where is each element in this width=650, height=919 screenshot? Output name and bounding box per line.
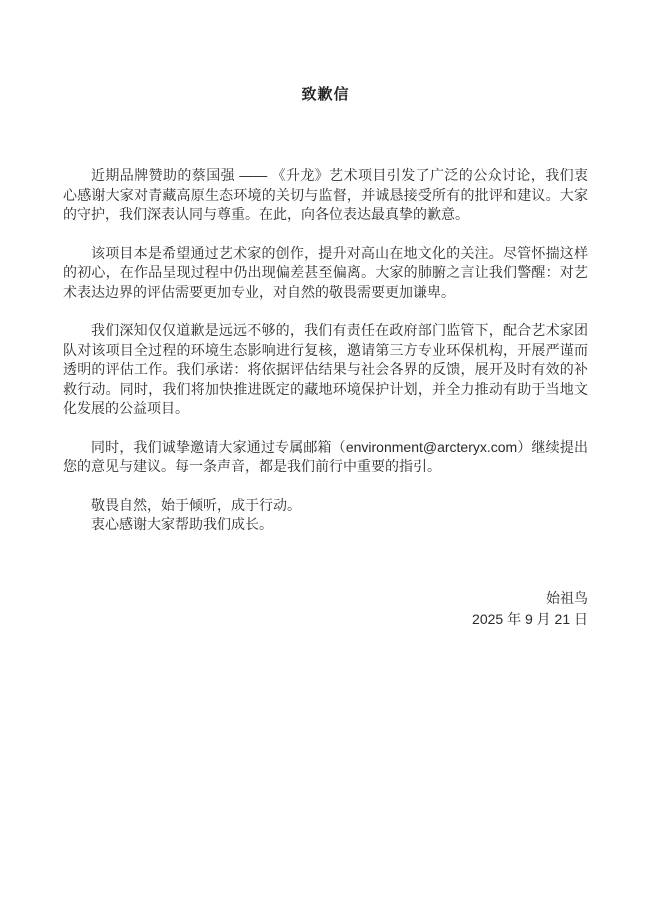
paragraph-remediation-commitment: 我们深知仅仅道歉是远远不够的，我们有责任在政府部门监管下，配合艺术家团队对该项目全过程的环境生态影响进行复核，邀请第三方专业环保机构，开展严谨而透明的评估工作。我们承诺：将依据评估结果与社会各界的反馈，展开及时有效的补救行动。同时，我们将加快推进既定的藏地环境保护计划，并全力推动有助于当地文化发展的公益项目。 bbox=[63, 322, 588, 416]
paragraph-feedback-email: 同时，我们诚挚邀请大家通过专属邮箱（environment@arcteryx.com）继续提出您的意见与建议。每一条声音，都是我们前行中重要的指引。 bbox=[63, 438, 588, 474]
closing-line-thanks: 衷心感谢大家帮助我们成长。 bbox=[91, 516, 273, 532]
paragraph-intro-apology: 近期品牌赞助的蔡国强 —— 《升龙》艺术项目引发了广泛的公众讨论，我们衷心感谢大家对青藏高原生态环境的关切与监督，并诚恳接受所有的批评和建议。大家的守护，我们深表认同与尊重。在此，向各位表达最真挚的歉意。 bbox=[63, 167, 588, 222]
signature-block bbox=[63, 588, 588, 630]
paragraph-project-intent: 该项目本是希望通过艺术家的创作，提升对高山在地文化的关注。尽管怀揣这样的初心，在作品呈现过程中仍出现偏差甚至偏离。大家的肺腑之言让我们警醒：对艺术表达边界的评估需要更加专业，对自然的敬畏需要更加谦卑。 bbox=[63, 244, 588, 300]
closing-line-nature: 敬畏自然，始于倾听，成于行动。 bbox=[91, 496, 301, 513]
letter-title: 致歉信 bbox=[301, 86, 350, 103]
signature-name: 始祖鸟 bbox=[546, 589, 588, 606]
letter-body bbox=[63, 166, 588, 535]
signature-date: 2025 年 9 月 21 日 bbox=[472, 610, 588, 627]
